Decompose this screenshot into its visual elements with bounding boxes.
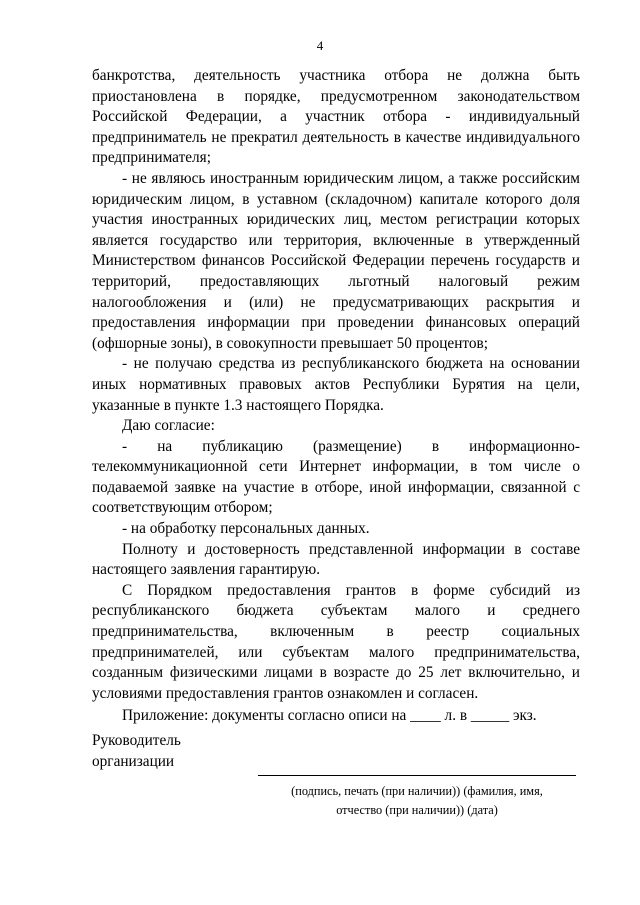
page-number: 4 [316, 38, 324, 53]
signature-caption-line1: (подпись, печать (при наличии)) (фамилия, имя, [291, 784, 543, 798]
paragraph-budget-funds: - не получаю средства из республиканского бюджета на основании иных нормативных правовых актов Республики Бурятия на цели, указанные в пункте 1.3 настоящего Порядка. [92, 355, 580, 414]
document-body [92, 66, 580, 704]
signature-role-line2: организации [92, 752, 175, 770]
paragraph-foreign-entity: - не являюсь иностранным юридическим лицом, а также российским юридическим лицом, в уставном (складочном) капитале которого доля участия иностранных юридических лиц, местом регистрации которых является государство или территория, включенные в утвержденный Министерством финансов Российской Федерации перечень государств и территорий, предоставляющих льготный налоговый режим налогообложения и (или) не предусматривающих раскрытия и предоставления информации при проведении финансовых операций (офшорные зоны), в совокупности превышает 50 процентов; [92, 169, 580, 352]
paragraph-guarantee: Полноту и достоверность представленной информации в составе настоящего заявления гарантирую. [92, 540, 580, 579]
paragraph-bankruptcy: банкротства, деятельность участника отбора не должна быть приостановлена в порядке, предусмотренном законодательством Российской Федерации, а участник отбора - индивидуальный предприниматель не прекратил деятельность в качестве индивидуального предпринимателя; [92, 67, 580, 167]
paragraph-consent-publication: - на публикацию (размещение) в информационно-телекоммуникационной сети Интернет информации, в том числе о подаваемой заявке на участие в отборе, иной информации, связанной с соответствующим отбором; [92, 437, 580, 517]
attachment-line: Приложение: документы согласно описи на ____ л. в _____ экз. [122, 707, 537, 724]
signature-role-line1: Руководитель [92, 732, 181, 749]
signature-caption [258, 782, 576, 820]
signature-role [92, 731, 292, 772]
signature-line [258, 775, 576, 776]
paragraph-consent-personal-data: - на обработку персональных данных. [122, 520, 370, 538]
signature-caption-line2: отчество (при наличии)) (дата) [336, 803, 498, 817]
paragraph-consent-heading: Даю согласие: [122, 417, 215, 435]
paragraph-acknowledgement: С Порядком предоставления грантов в форме субсидий из республиканского бюджета субъектам малого и среднего предпринимательства, включенным в реестр социальных предпринимателей, или субъектам малого предпринимательства, созданным физическими лицами в возрасте до 25 лет включительно, и условиями предоставления грантов ознакомлен и согласен. [92, 581, 580, 702]
